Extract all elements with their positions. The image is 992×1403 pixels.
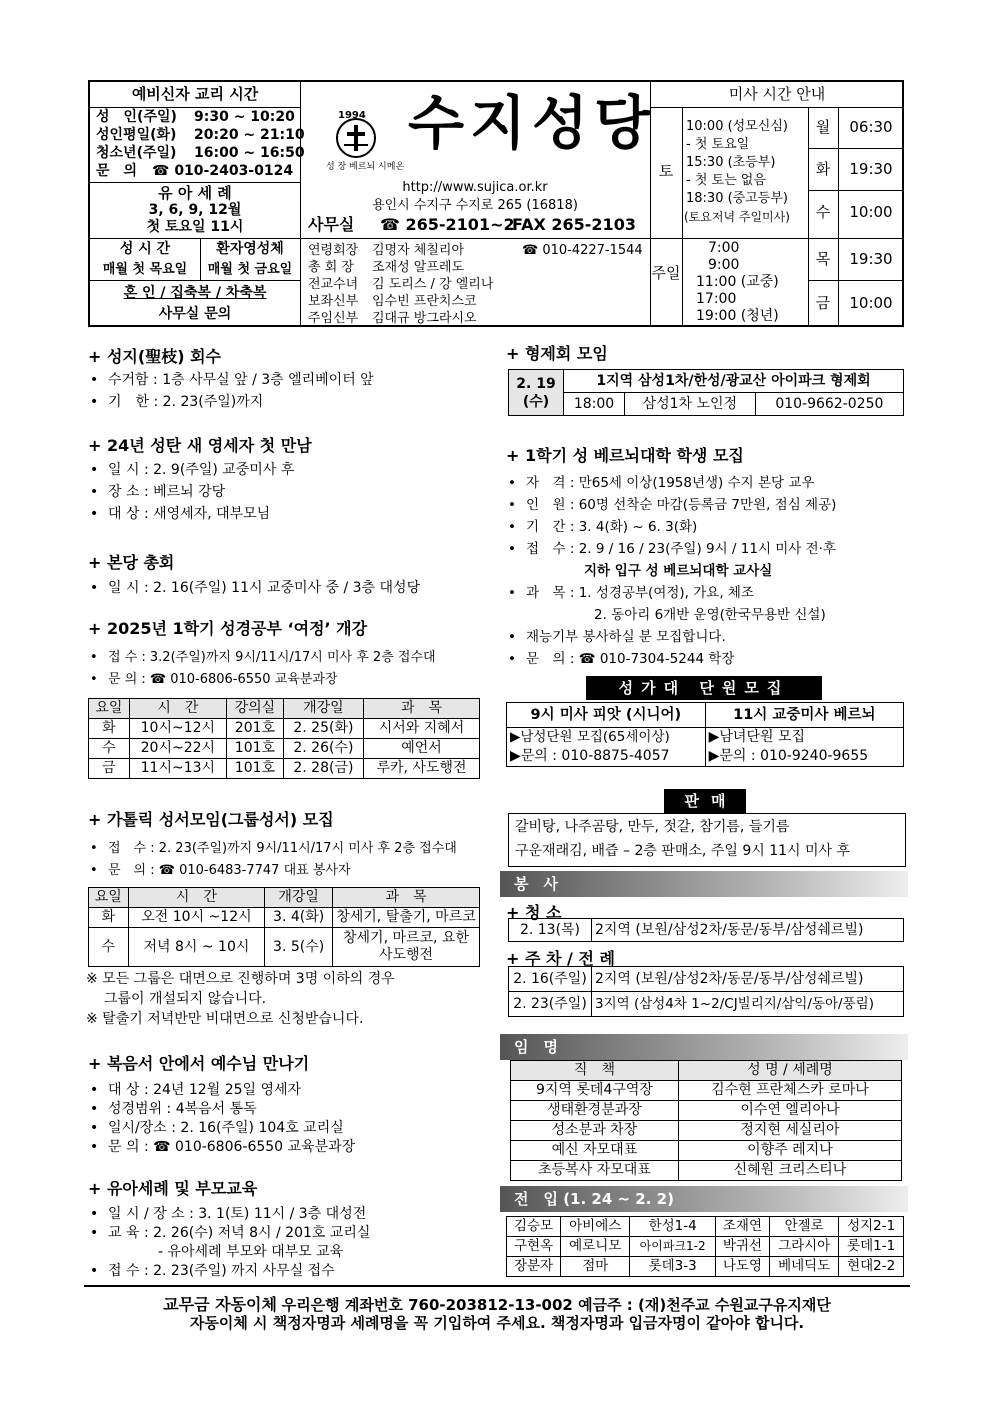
newly-baptized-item: • 대 상 : 새영세자, 대부모님 (88, 503, 294, 525)
newly-baptized-list (88, 459, 294, 525)
footer-autopay-label: 교무금 자동이체 (163, 1295, 277, 1314)
gospel-item: • 일시/장소 : 2. 16(주일) 104호 교리실 (88, 1119, 355, 1138)
wedding-title: 혼 인 / 집축복 / 차축복 (123, 285, 267, 301)
table-cell: 2. 13(목) (509, 919, 592, 942)
appoint-header: 성 명 / 세례명 (678, 1061, 901, 1081)
parish-name: 수지성당 (408, 89, 657, 157)
brothers-title: + 형제회 모임 (506, 344, 608, 363)
table-cell: 예신 자모대표 (511, 1141, 679, 1161)
bible-header: 시 간 (129, 699, 226, 719)
header-box (88, 80, 904, 327)
group-header: 요일 (89, 888, 129, 908)
footer-account: 우리은행 계좌번호 760-203812-13-002 예금주 : (재)천주교 수원교구유지재단 (281, 1296, 831, 1314)
mass-sunday-line: 19:00 (청년) (696, 308, 779, 324)
table-cell: 롯데3-3 (630, 1257, 716, 1277)
appoint-band: 임 명 (500, 1034, 908, 1060)
table-cell: 3지역 (삼성4차 1~2/CJ빌리지/삼익/동아/풍림) (592, 992, 904, 1017)
bible-title: + 2025년 1학기 성경공부 ‘여정’ 개강 (88, 619, 368, 638)
table-row (89, 719, 480, 739)
table-cell: 화 (89, 719, 130, 739)
staff-name: 김대규 방그라시오 (372, 311, 477, 326)
table-cell: 루카, 사도행전 (364, 759, 480, 779)
cleaning-title: + 청 소 (506, 903, 562, 922)
weekday-time: 06:30 (849, 118, 893, 136)
brothers-phone: 010-9662-0250 (755, 393, 903, 416)
group-note: ※ 탈출기 저녁반만 비대면으로 신청받습니다. (86, 1011, 364, 1027)
table-cell: 조재연 (715, 1217, 769, 1237)
table-cell: 장분자 (507, 1257, 561, 1277)
bible-header: 개강일 (283, 699, 363, 719)
infant-baptism-when: 첫 토요일 11시 (146, 219, 244, 235)
bible-header: 과 목 (364, 699, 480, 719)
infant-item: • 교 육 : 2. 26(수) 저녁 8시 / 201호 교리실 (88, 1224, 370, 1243)
college-item: • 기 간 : 3. 4(화) ~ 6. 3(화) (506, 516, 836, 538)
sick-communion-title: 환자영성체 (216, 241, 284, 257)
website-link[interactable]: http://www.sujica.or.kr (402, 180, 548, 195)
appoint-header: 직 책 (511, 1061, 679, 1081)
table-cell: 예로니모 (561, 1237, 630, 1257)
bible-header: 요일 (89, 699, 130, 719)
table-row (89, 928, 480, 967)
college-item: • 과 목 : 1. 성경공부(여정), 가요, 체조 (506, 582, 836, 604)
weekday-time: 10:00 (849, 203, 893, 221)
service-band: 봉 사 (500, 871, 908, 897)
table-cell: 안젤로 (769, 1217, 838, 1237)
table-cell: 성소분과 차장 (511, 1121, 679, 1141)
parking-table (508, 966, 904, 1017)
staff-role: 주임신부 (308, 311, 359, 326)
staff-name: 김 도리스 / 강 엘리나 (372, 277, 494, 292)
table-row (509, 919, 904, 942)
office-fax: FAX 265-2103 (512, 215, 636, 234)
staff-phone: ☎ 010-4227-1544 (522, 243, 643, 258)
infant-baptism-title: 유 아 세 례 (158, 184, 232, 202)
mass-saturday-line: 15:30 (초등부) (686, 155, 776, 170)
table-cell: 2. 23(주일) (509, 992, 592, 1017)
catechism-row-label: 문 의 (96, 163, 138, 179)
palm-item: • 수거함 : 1층 사무실 앞 / 3층 엘리베이터 앞 (88, 369, 374, 391)
staff-name: 김명자 체칠리아 (372, 243, 465, 258)
weekday-time: 10:00 (849, 294, 893, 312)
table-cell: 이수연 엘리아나 (678, 1101, 901, 1121)
table-cell: 롯데1-1 (839, 1237, 904, 1257)
logo-year: 1994 (338, 110, 366, 121)
catechism-row-label: 성 인(주일) (96, 109, 177, 125)
table-cell: 2. 28(금) (283, 759, 363, 779)
table-row (507, 1237, 904, 1257)
weekday-day: 화 (815, 160, 831, 178)
weekday-time: 19:30 (849, 160, 893, 178)
bible-table (88, 698, 480, 779)
college-item: • 자 격 : 만65세 이상(1958년생) 수지 본당 교우 (506, 472, 836, 494)
bible-item: • 문 의 : ☎ 010-6806-6550 교육분과장 (88, 669, 436, 691)
table-cell: 금 (89, 759, 130, 779)
gospel-item: • 대 상 : 24년 12월 25일 영세자 (88, 1081, 355, 1100)
palm-item: • 기 한 : 2. 23(주일)까지 (88, 391, 374, 413)
parish-logo (336, 118, 376, 158)
weekday-day: 수 (815, 203, 831, 221)
newly-baptized-item: • 일 시 : 2. 9(주일) 교중미사 후 (88, 459, 294, 481)
group-table (88, 887, 480, 967)
table-row (507, 1257, 904, 1277)
group-note: 그룹이 개설되지 않습니다. (104, 991, 267, 1007)
table-cell: 101호 (227, 759, 284, 779)
transfer-table (506, 1216, 904, 1277)
table-row (511, 1081, 902, 1101)
mass-saturday-line: (토요저녁 주일미사) (684, 210, 790, 224)
group-header: 시 간 (128, 888, 265, 908)
infant-item: • 일 시 / 장 소 : 3. 1(토) 11시 / 3층 대성전 (88, 1205, 370, 1224)
table-cell: 김수현 프란체스카 로마나 (678, 1081, 901, 1101)
gospel-list (88, 1081, 355, 1157)
infant-item: • 접 수 : 2. 23(주일) 까지 사무실 접수 (88, 1262, 370, 1281)
transfer-band: 전 입 (1. 24 ~ 2. 2) (500, 1186, 908, 1212)
staff-role: 전교수녀 (308, 277, 359, 292)
infant-list (88, 1205, 370, 1281)
bible-list (88, 647, 436, 691)
choir-line: ▶문의 : 010-8875-4057 (507, 747, 706, 767)
table-row (89, 908, 480, 928)
bible-item: • 접 수 : 3.2(주일)까지 9시/11시/17시 미사 후 2층 접수대 (88, 647, 436, 669)
table-cell: 101호 (227, 739, 284, 759)
table-cell: 201호 (227, 719, 284, 739)
college-item: • 접 수 : 2. 9 / 16 / 23(주일) 9시 / 11시 미사 전·후 (506, 538, 836, 560)
table-cell: 아비에스 (561, 1217, 630, 1237)
group-item: • 접 수 : 2. 23(주일)까지 9시/11시/17시 미사 후 2층 접수대 (88, 838, 457, 860)
table-cell: 오전 10시 ~12시 (128, 908, 265, 928)
mass-sunday-line: 11:00 (교중) (696, 274, 779, 290)
table-cell: 박귀선 (715, 1237, 769, 1257)
group-item: • 문 의 : ☎ 010-6483-7747 대표 봉사자 (88, 860, 457, 882)
staff-name: 임수빈 프란치스코 (372, 294, 477, 309)
office-label: 사무실 (308, 215, 355, 234)
brothers-group: 1지역 삼성1차/한성/광교산 아이파크 형제회 (564, 370, 904, 393)
cleaning-table (508, 918, 904, 942)
catechism-contact: ☎ 010-2403-0124 (152, 163, 294, 179)
holy-hour-when: 매월 첫 목요일 (102, 262, 188, 277)
staff-role: 총 회 장 (308, 260, 354, 275)
table-row (511, 1161, 902, 1181)
choir-line: ▶문의 : 010-9240-9655 (705, 747, 903, 767)
weekday-day: 금 (815, 294, 831, 312)
college-item: 2. 동아리 6개반 운영(한국무용반 신설) (594, 607, 826, 623)
college-title: + 1학기 성 베르뇌대학 학생 모집 (506, 446, 744, 465)
table-cell: 정지현 세실리아 (678, 1121, 901, 1141)
brothers-place: 삼성1차 노인정 (624, 393, 755, 416)
gospel-item: • 문 의 : ☎ 010-6806-6550 교육분과장 (88, 1138, 355, 1157)
table-cell: 성지2-1 (839, 1217, 904, 1237)
choir-banner: 성가대 단원모집 (586, 676, 822, 700)
table-cell: 저녁 8시 ~ 10시 (128, 928, 265, 967)
table-cell: 김승모 (507, 1217, 561, 1237)
college-item: • 문 의 : ☎ 010-7304-5244 학장 (506, 648, 836, 670)
group-list (88, 838, 457, 882)
gospel-title: + 복음서 안에서 예수님 만나기 (88, 1054, 310, 1073)
table-cell: 2. 16(주일) (509, 967, 592, 992)
table-cell: 이향주 레지나 (678, 1141, 901, 1161)
group-title: + 가톨릭 성서모임(그룹성서) 모집 (88, 810, 334, 829)
group-note: ※ 모든 그룹은 대면으로 진행하며 3명 이하의 경우 (86, 971, 395, 987)
address: 용인시 수지구 수지로 265 (16818) (372, 198, 578, 213)
wedding-contact: 사무실 문의 (158, 306, 232, 322)
appoint-table (510, 1060, 902, 1181)
mass-saturday-line: 10:00 (성모신심) (686, 119, 788, 134)
table-cell: 2지역 (보원/삼성2차/동문/동부/삼성쉐르빌) (592, 919, 904, 942)
infant-title: + 유아세례 및 부모교육 (88, 1179, 258, 1198)
table-cell: 그라시아 (769, 1237, 838, 1257)
office-phone: ☎ 265-2101~2 (380, 215, 515, 234)
bible-header: 강의실 (227, 699, 284, 719)
table-cell: 구현옥 (507, 1237, 561, 1257)
table-row (511, 1121, 902, 1141)
mass-title: 미사 시간 안내 (728, 85, 826, 103)
table-cell: 창세기, 마르코, 요한 사도행전 (333, 928, 480, 967)
brothers-table (508, 369, 904, 416)
sale-box (508, 813, 906, 867)
infant-baptism-months: 3, 6, 9, 12월 (148, 202, 242, 218)
table-cell: 한성1-4 (630, 1217, 716, 1237)
mass-saturday-label: 토 (658, 162, 674, 180)
weekday-time: 19:30 (849, 250, 893, 268)
mass-sunday-line: 17:00 (696, 291, 737, 307)
weekday-day: 목 (815, 250, 831, 268)
table-cell: 3. 4(화) (265, 908, 333, 928)
palm-title: + 성지(聖枝) 회수 (88, 347, 221, 366)
brothers-time: 18:00 (564, 393, 625, 416)
cross-icon (338, 120, 374, 156)
sale-line: 구운재래김, 배즙 – 2층 판매소, 주일 9시 11시 미사 후 (515, 843, 851, 859)
college-item: 지하 입구 성 베르뇌대학 교사실 (584, 563, 773, 579)
table-cell: 10시~12시 (129, 719, 226, 739)
table-cell: 11시~13시 (129, 759, 226, 779)
college-item: • 인 원 : 60명 선착순 마감(등록금 7만원, 점심 제공) (506, 494, 836, 516)
choir-head: 9시 미사 피앗 (시니어) (507, 703, 706, 728)
brothers-date: 2. 19 (수) (509, 370, 564, 416)
table-cell: 수 (89, 739, 130, 759)
footer-divider (84, 1285, 910, 1287)
choir-table (506, 702, 904, 767)
mass-sunday-label: 주일 (651, 264, 681, 282)
table-cell: 2. 26(수) (283, 739, 363, 759)
table-row (511, 1141, 902, 1161)
table-cell: 20시~22시 (129, 739, 226, 759)
table-row (509, 992, 904, 1017)
mass-saturday-line: 18:30 (중고등부) (686, 191, 788, 206)
choir-head: 11시 교중미사 베르뇌 (705, 703, 903, 728)
table-cell: 나도영 (715, 1257, 769, 1277)
logo-caption: 성 장 베르뇌 시메온 (326, 162, 405, 172)
staff-role: 연령회장 (308, 243, 359, 258)
table-cell: 점마 (561, 1257, 630, 1277)
table-cell: 3. 5(수) (265, 928, 333, 967)
staff-role: 보좌신부 (308, 294, 359, 309)
table-row (507, 1217, 904, 1237)
group-header: 개강일 (265, 888, 333, 908)
choir-line: ▶남성단원 모집(65세이상) (507, 728, 706, 748)
palm-list (88, 369, 374, 413)
mass-sunday-line: 9:00 (708, 257, 740, 273)
table-cell: 화 (89, 908, 129, 928)
infant-item: - 유아세례 부모와 대부모 교육 (158, 1244, 344, 1260)
choir-line: ▶남녀단원 모집 (705, 728, 903, 748)
staff-name: 조재성 알프레도 (372, 260, 465, 275)
table-row (511, 1101, 902, 1121)
mass-saturday-line: - 첫 토요일 (686, 137, 750, 152)
table-cell: 초등복사 자모대표 (511, 1161, 679, 1181)
catechism-title: 예비신자 교리 시간 (131, 85, 259, 103)
table-cell: 신혜원 크리스티나 (678, 1161, 901, 1181)
table-cell: 생태환경분과장 (511, 1101, 679, 1121)
table-row (509, 967, 904, 992)
table-cell: 시서와 지혜서 (364, 719, 480, 739)
table-cell: 베네딕도 (769, 1257, 838, 1277)
table-cell: 창세기, 탈출기, 마르코 (333, 908, 480, 928)
table-cell: 현대2-2 (839, 1257, 904, 1277)
table-cell: 9지역 롯데4구역장 (511, 1081, 679, 1101)
newly-baptized-title: + 24년 성탄 새 영세자 첫 만남 (88, 436, 312, 455)
college-item: • 재능기부 봉사하실 분 모집합니다. (506, 626, 836, 648)
table-cell: 2지역 (보원/삼성2차/동문/동부/삼성쉐르빌) (592, 967, 904, 992)
catechism-row-time: 9:30 ~ 10:20 (194, 109, 295, 125)
weekday-day: 월 (815, 118, 831, 136)
footer-line2: 자동이체 시 책정자명과 세례명을 꼭 기입하여 주세요. 책정자명과 입금자명이 같아야 합니다. (189, 1314, 805, 1332)
sick-communion-when: 매월 첫 금요일 (207, 262, 293, 277)
assembly-item: • 일 시 : 2. 16(주일) 11시 교중미사 중 / 3층 대성당 (88, 577, 420, 599)
parking-title: + 주 차 / 전 례 (506, 949, 615, 968)
table-cell: 예언서 (364, 739, 480, 759)
newly-baptized-item: • 장 소 : 베르뇌 강당 (88, 481, 294, 503)
holy-hour-title: 성 시 간 (119, 241, 171, 257)
gospel-item: • 성경범위 : 4복음서 통독 (88, 1100, 355, 1119)
assembly-list (88, 577, 420, 599)
catechism-row-time: 20:20 ~ 21:10 (194, 127, 305, 143)
table-row (89, 739, 480, 759)
assembly-title: + 본당 총회 (88, 553, 175, 572)
catechism-row-label: 청소년(주일) (96, 145, 177, 161)
catechism-row-label: 성인평일(화) (96, 127, 177, 143)
sale-line: 갈비탕, 나주곰탕, 만두, 젓갈, 참기름, 들기름 (515, 819, 790, 835)
table-cell: 아이파크1-2 (630, 1237, 716, 1257)
group-header: 과 목 (333, 888, 480, 908)
mass-saturday-line: - 첫 토는 없음 (686, 173, 766, 188)
table-row (89, 759, 480, 779)
table-cell: 2. 25(화) (283, 719, 363, 739)
sale-banner: 판매 (664, 789, 746, 813)
college-list (506, 472, 836, 670)
mass-sunday-line: 7:00 (708, 240, 740, 256)
table-cell: 수 (89, 928, 129, 967)
catechism-row-time: 16:00 ~ 16:50 (194, 145, 305, 161)
